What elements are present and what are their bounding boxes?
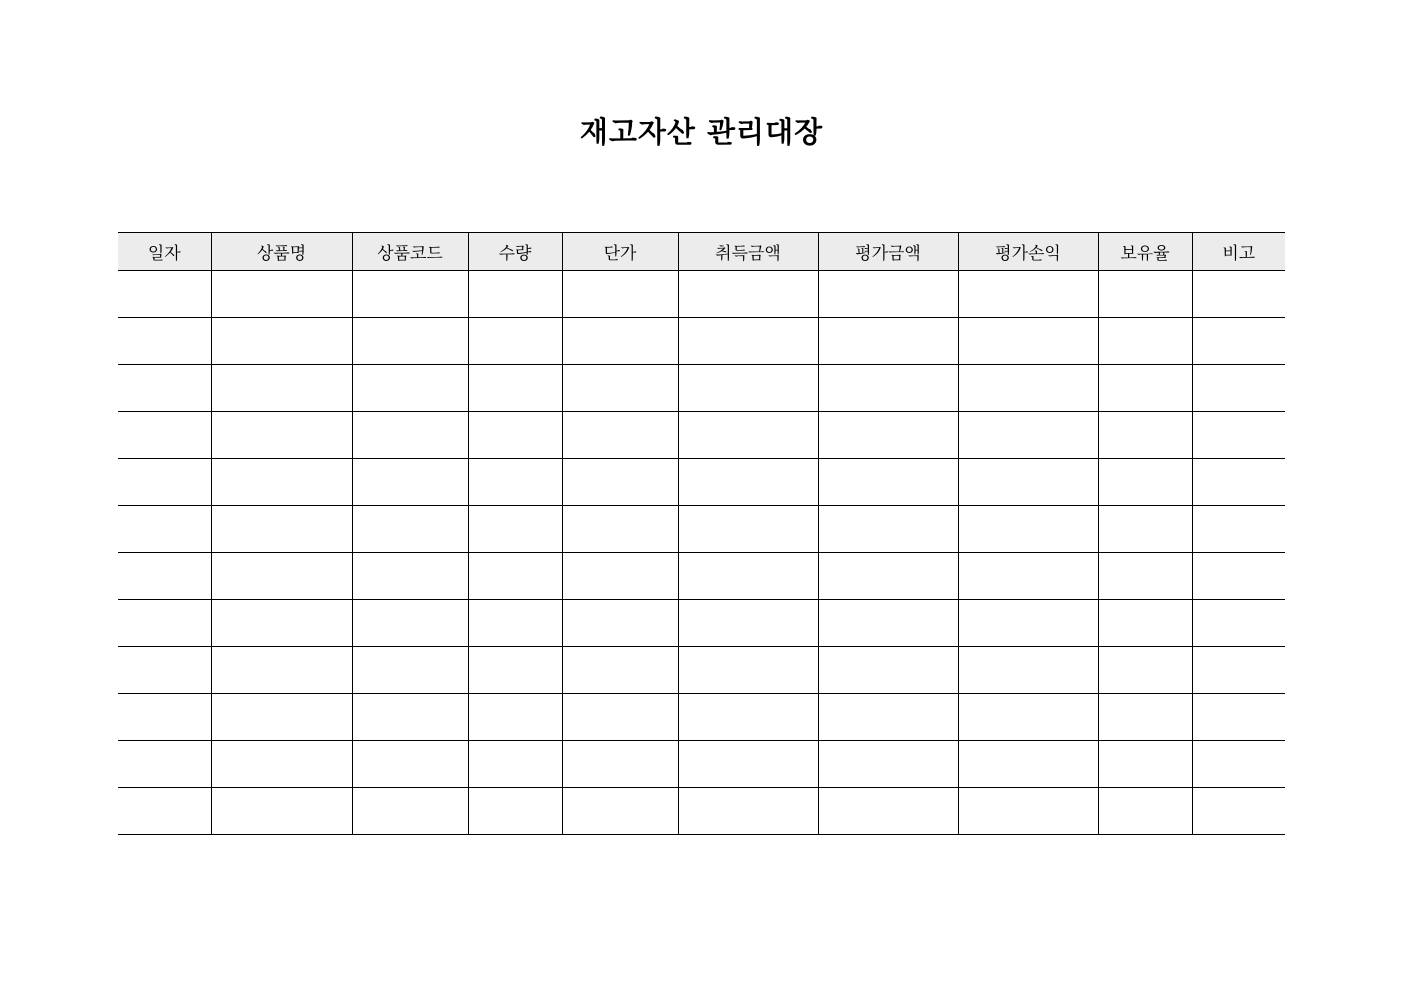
cell-product-code[interactable]	[352, 788, 468, 835]
cell-product-code[interactable]	[352, 647, 468, 694]
cell-product-name[interactable]	[211, 553, 352, 600]
cell-unit-price[interactable]	[562, 600, 678, 647]
table-row	[118, 412, 1285, 459]
table-row	[118, 788, 1285, 835]
cell-remarks[interactable]	[1192, 459, 1285, 506]
cell-product-name[interactable]	[211, 741, 352, 788]
cell-remarks[interactable]	[1192, 365, 1285, 412]
cell-product-name[interactable]	[211, 506, 352, 553]
cell-acquisition-amount[interactable]	[678, 788, 818, 835]
cell-date[interactable]	[118, 741, 211, 788]
cell-valuation-amount[interactable]	[818, 741, 958, 788]
col-header-unit-price: 단가	[562, 233, 678, 271]
cell-valuation-amount[interactable]	[818, 553, 958, 600]
cell-product-name[interactable]	[211, 788, 352, 835]
header-row	[118, 233, 1285, 271]
cell-product-code[interactable]	[352, 553, 468, 600]
cell-remarks[interactable]	[1192, 318, 1285, 365]
cell-acquisition-amount[interactable]	[678, 600, 818, 647]
cell-valuation-amount[interactable]	[818, 318, 958, 365]
col-header-holding-ratio: 보유율	[1098, 233, 1192, 271]
cell-date[interactable]	[118, 647, 211, 694]
cell-unit-price[interactable]	[562, 553, 678, 600]
ledger-body	[118, 271, 1285, 835]
table-row	[118, 741, 1285, 788]
cell-valuation-amount[interactable]	[818, 271, 958, 318]
cell-unit-price[interactable]	[562, 412, 678, 459]
cell-quantity[interactable]	[468, 553, 562, 600]
table-row	[118, 694, 1285, 741]
cell-valuation-gain-loss[interactable]	[958, 647, 1098, 694]
cell-remarks[interactable]	[1192, 553, 1285, 600]
cell-remarks[interactable]	[1192, 506, 1285, 553]
table-row	[118, 553, 1285, 600]
cell-product-code[interactable]	[352, 318, 468, 365]
cell-acquisition-amount[interactable]	[678, 553, 818, 600]
cell-acquisition-amount[interactable]	[678, 271, 818, 318]
cell-product-name[interactable]	[211, 459, 352, 506]
cell-date[interactable]	[118, 318, 211, 365]
cell-valuation-amount[interactable]	[818, 412, 958, 459]
cell-product-code[interactable]	[352, 506, 468, 553]
cell-date[interactable]	[118, 506, 211, 553]
table-row	[118, 365, 1285, 412]
cell-remarks[interactable]	[1192, 647, 1285, 694]
cell-quantity[interactable]	[468, 600, 562, 647]
cell-holding-ratio[interactable]	[1098, 741, 1192, 788]
cell-holding-ratio[interactable]	[1098, 600, 1192, 647]
cell-holding-ratio[interactable]	[1098, 694, 1192, 741]
cell-acquisition-amount[interactable]	[678, 459, 818, 506]
cell-date[interactable]	[118, 412, 211, 459]
cell-date[interactable]	[118, 271, 211, 318]
cell-valuation-gain-loss[interactable]	[958, 506, 1098, 553]
cell-valuation-gain-loss[interactable]	[958, 788, 1098, 835]
col-header-date: 일자	[118, 233, 211, 271]
cell-acquisition-amount[interactable]	[678, 694, 818, 741]
cell-date[interactable]	[118, 553, 211, 600]
col-header-product-name: 상품명	[211, 233, 352, 271]
cell-holding-ratio[interactable]	[1098, 412, 1192, 459]
cell-valuation-amount[interactable]	[818, 459, 958, 506]
cell-product-name[interactable]	[211, 647, 352, 694]
cell-valuation-amount[interactable]	[818, 788, 958, 835]
cell-quantity[interactable]	[468, 412, 562, 459]
col-header-quantity: 수량	[468, 233, 562, 271]
cell-product-code[interactable]	[352, 365, 468, 412]
cell-product-name[interactable]	[211, 694, 352, 741]
cell-date[interactable]	[118, 694, 211, 741]
cell-holding-ratio[interactable]	[1098, 788, 1192, 835]
cell-date[interactable]	[118, 365, 211, 412]
cell-unit-price[interactable]	[562, 741, 678, 788]
cell-remarks[interactable]	[1192, 412, 1285, 459]
cell-valuation-amount[interactable]	[818, 506, 958, 553]
cell-holding-ratio[interactable]	[1098, 271, 1192, 318]
cell-valuation-gain-loss[interactable]	[958, 365, 1098, 412]
cell-date[interactable]	[118, 788, 211, 835]
inventory-ledger-table	[118, 232, 1285, 835]
cell-holding-ratio[interactable]	[1098, 318, 1192, 365]
cell-product-name[interactable]	[211, 365, 352, 412]
table-row	[118, 506, 1285, 553]
cell-unit-price[interactable]	[562, 788, 678, 835]
cell-product-code[interactable]	[352, 412, 468, 459]
cell-valuation-amount[interactable]	[818, 694, 958, 741]
cell-acquisition-amount[interactable]	[678, 365, 818, 412]
cell-quantity[interactable]	[468, 365, 562, 412]
cell-quantity[interactable]	[468, 741, 562, 788]
cell-acquisition-amount[interactable]	[678, 412, 818, 459]
cell-unit-price[interactable]	[562, 365, 678, 412]
cell-quantity[interactable]	[468, 271, 562, 318]
table-row	[118, 271, 1285, 318]
cell-valuation-amount[interactable]	[818, 647, 958, 694]
cell-valuation-gain-loss[interactable]	[958, 318, 1098, 365]
col-header-acquisition-amount: 취득금액	[678, 233, 818, 271]
cell-valuation-gain-loss[interactable]	[958, 553, 1098, 600]
cell-remarks[interactable]	[1192, 741, 1285, 788]
col-header-product-code: 상품코드	[352, 233, 468, 271]
cell-valuation-gain-loss[interactable]	[958, 600, 1098, 647]
cell-product-code[interactable]	[352, 741, 468, 788]
cell-remarks[interactable]	[1192, 788, 1285, 835]
cell-product-code[interactable]	[352, 459, 468, 506]
cell-valuation-gain-loss[interactable]	[958, 271, 1098, 318]
cell-date[interactable]	[118, 459, 211, 506]
cell-valuation-gain-loss[interactable]	[958, 412, 1098, 459]
table-row	[118, 647, 1285, 694]
cell-product-name[interactable]	[211, 412, 352, 459]
cell-date[interactable]	[118, 600, 211, 647]
cell-holding-ratio[interactable]	[1098, 506, 1192, 553]
table-row	[118, 318, 1285, 365]
cell-product-name[interactable]	[211, 600, 352, 647]
cell-product-code[interactable]	[352, 600, 468, 647]
cell-unit-price[interactable]	[562, 459, 678, 506]
cell-quantity[interactable]	[468, 788, 562, 835]
cell-quantity[interactable]	[468, 694, 562, 741]
cell-remarks[interactable]	[1192, 694, 1285, 741]
table-row	[118, 459, 1285, 506]
cell-acquisition-amount[interactable]	[678, 741, 818, 788]
cell-valuation-amount[interactable]	[818, 365, 958, 412]
cell-quantity[interactable]	[468, 318, 562, 365]
cell-holding-ratio[interactable]	[1098, 365, 1192, 412]
cell-holding-ratio[interactable]	[1098, 553, 1192, 600]
col-header-valuation-gain-loss: 평가손익	[958, 233, 1098, 271]
cell-quantity[interactable]	[468, 459, 562, 506]
cell-quantity[interactable]	[468, 647, 562, 694]
cell-holding-ratio[interactable]	[1098, 459, 1192, 506]
cell-unit-price[interactable]	[562, 506, 678, 553]
cell-valuation-gain-loss[interactable]	[958, 741, 1098, 788]
cell-acquisition-amount[interactable]	[678, 506, 818, 553]
cell-remarks[interactable]	[1192, 600, 1285, 647]
cell-unit-price[interactable]	[562, 318, 678, 365]
cell-holding-ratio[interactable]	[1098, 647, 1192, 694]
cell-valuation-amount[interactable]	[818, 600, 958, 647]
cell-valuation-gain-loss[interactable]	[958, 459, 1098, 506]
cell-product-code[interactable]	[352, 271, 468, 318]
cell-unit-price[interactable]	[562, 647, 678, 694]
document-title: 재고자산 관리대장	[579, 115, 824, 149]
table-row	[118, 600, 1285, 647]
cell-acquisition-amount[interactable]	[678, 318, 818, 365]
cell-product-name[interactable]	[211, 318, 352, 365]
cell-unit-price[interactable]	[562, 694, 678, 741]
col-header-valuation-amount: 평가금액	[818, 233, 958, 271]
cell-valuation-gain-loss[interactable]	[958, 694, 1098, 741]
col-header-remarks: 비고	[1192, 233, 1285, 271]
cell-remarks[interactable]	[1192, 271, 1285, 318]
cell-product-name[interactable]	[211, 271, 352, 318]
cell-product-code[interactable]	[352, 694, 468, 741]
cell-unit-price[interactable]	[562, 271, 678, 318]
cell-quantity[interactable]	[468, 506, 562, 553]
cell-acquisition-amount[interactable]	[678, 647, 818, 694]
